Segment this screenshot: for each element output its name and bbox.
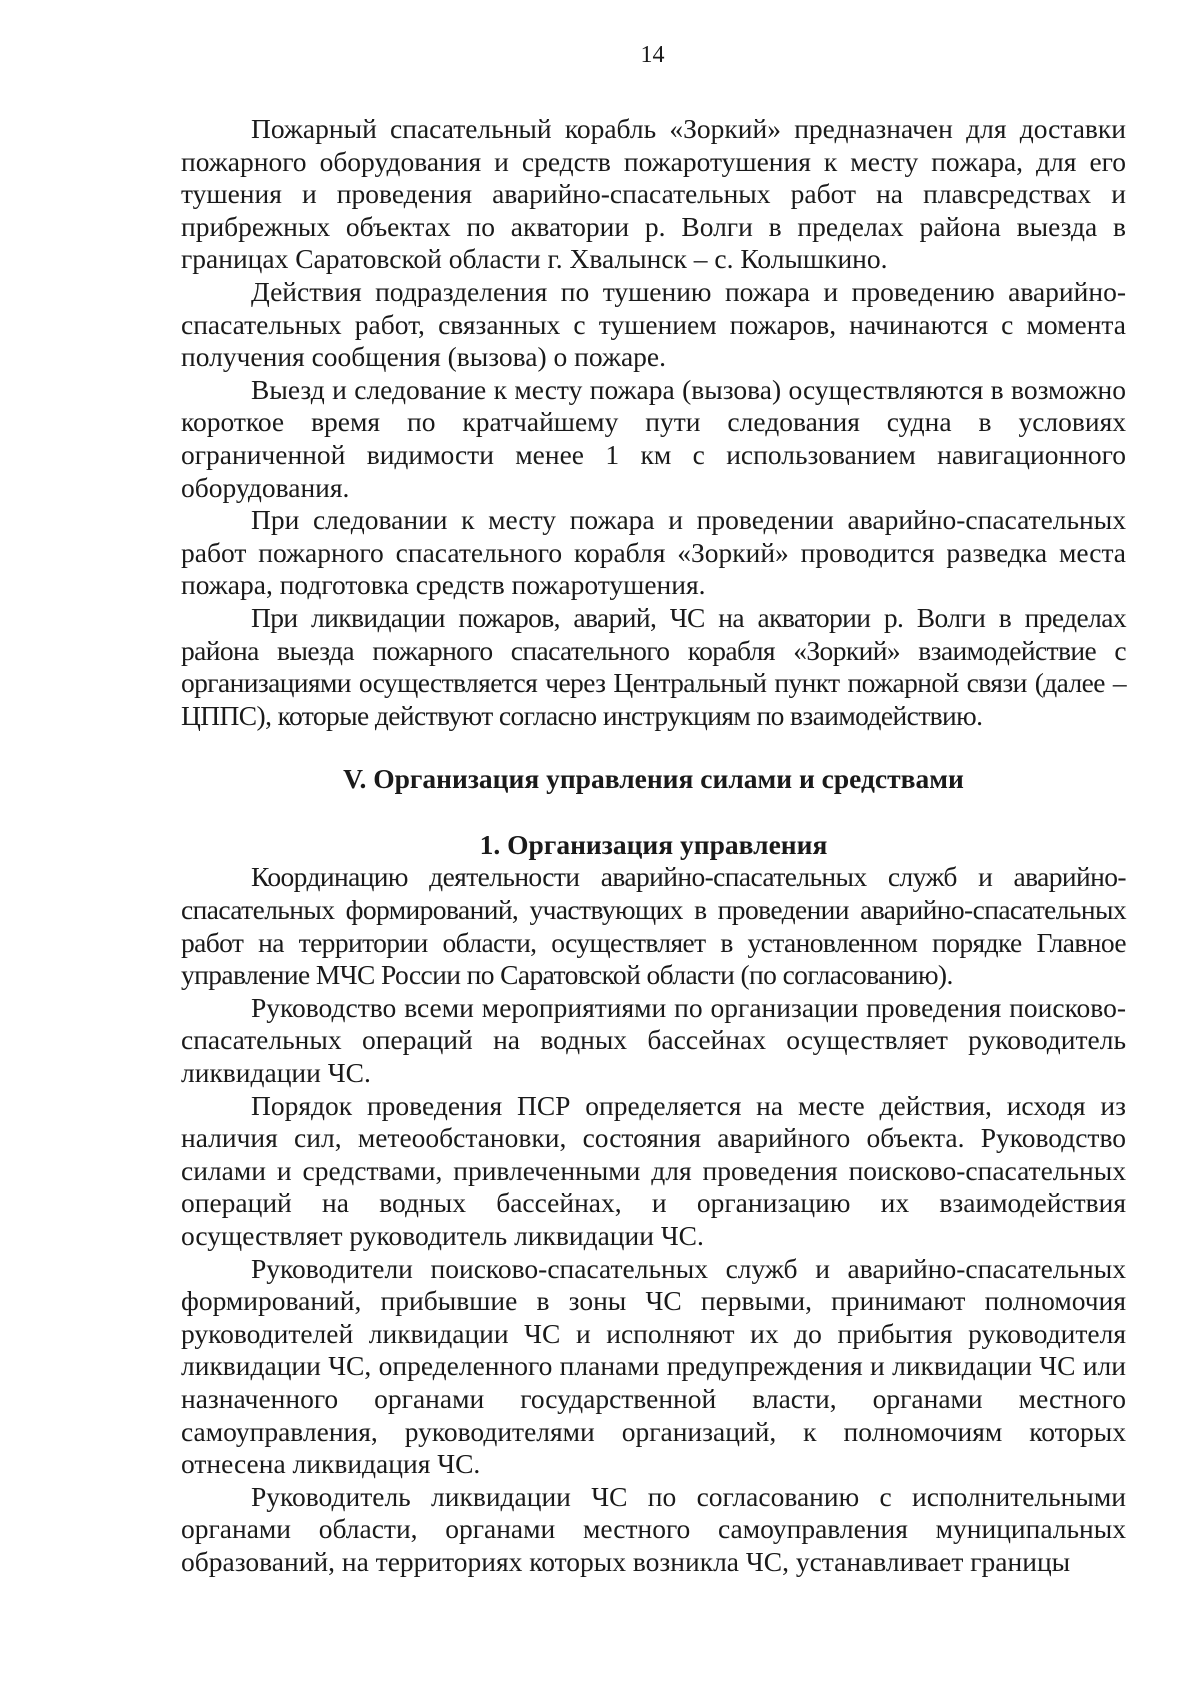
subsection-heading: 1. Организация управления (479, 828, 828, 860)
paragraph-reconnaissance: При следовании к месту пожара и проведении аварийно-спасательных работ пожарного спасательного корабля «Зоркий» проводится разведка места пожара, подготовка средств пожаротушения. (181, 504, 1126, 601)
page-number: 14 (640, 42, 665, 68)
paragraph-unit-actions: Действия подразделения по тушению пожара и проведению аварийно-спасательных работ, связанных с тушением пожаров, начинаются с момента получения сообщения (вызова) о пожаре. (181, 275, 1126, 373)
paragraph-leadership: Руководство всеми мероприятиями по организации проведения поисково-спасательных операций на водных бассейнах осуществляет руководитель ликвидации ЧС. (181, 991, 1126, 1089)
document-body (181, 113, 1126, 1579)
paragraph-interaction: При ликвидации пожаров, аварий, ЧС на акватории р. Волги в пределах района выезда пожарного спасательного корабля «Зоркий» взаимодействие с организациями осуществляется через Центральный пункт пожарной связи (далее – ЦППС), которые действуют согласно инструкциям по взаимодействию. (181, 601, 1126, 731)
paragraph-coordination: Координацию деятельности аварийно-спасательных служб и аварийно-спасательных формирований, участвующих в проведении аварийно-спасательных работ на территории области, осуществляет в установленном порядке Главное управление МЧС России по Саратовской области (по согласованию). (181, 861, 1126, 991)
paragraph-departure: Выезд и следование к месту пожара (вызова) осуществляются в возможно короткое время по кратчайшему пути следования судна в условиях ограниченной видимости менее 1 км с использованием навигационного оборудования. (181, 373, 1126, 503)
paragraph-boundaries: Руководитель ликвидации ЧС по согласованию с исполнительными органами области, органами местного самоуправления муниципальных образований, на территориях которых возникла ЧС, устанавливает границы (181, 1480, 1126, 1577)
paragraph-first-responders: Руководители поисково-спасательных служб и аварийно-спасательных формирований, прибывшие в зоны ЧС первыми, принимают полномочия руководителей ликвидации ЧС и исполняют их до прибытия руководителя ликвидации ЧС, определенного планами предупреждения и ликвидации ЧС или назначенного органами государственной власти, органами местного самоуправления, руководителями организаций, к полномочиям которых отнесена ликвидация ЧС. (181, 1252, 1126, 1480)
paragraph-psr-procedure: Порядок проведения ПСР определяется на месте действия, исходя из наличия сил, метеообстановки, состояния аварийного объекта. Руководство силами и средствами, привлеченными для проведения поисково-спасательных операций на водных бассейнах, и организацию их взаимодействия осуществляет руководитель ликвидации ЧС. (181, 1089, 1126, 1251)
section-heading: V. Организация управления силами и средствами (343, 763, 964, 795)
paragraph-fireboat-purpose: Пожарный спасательный корабль «Зоркий» предназначен для доставки пожарного оборудования и средств пожаротушения к месту пожара, для его тушения и проведения аварийно-спасательных работ на плавсредствах и прибрежных объектах по акватории р. Волги в пределах района выезда в границах Саратовской области г. Хвалынск – с. Колышкино. (181, 113, 1126, 275)
